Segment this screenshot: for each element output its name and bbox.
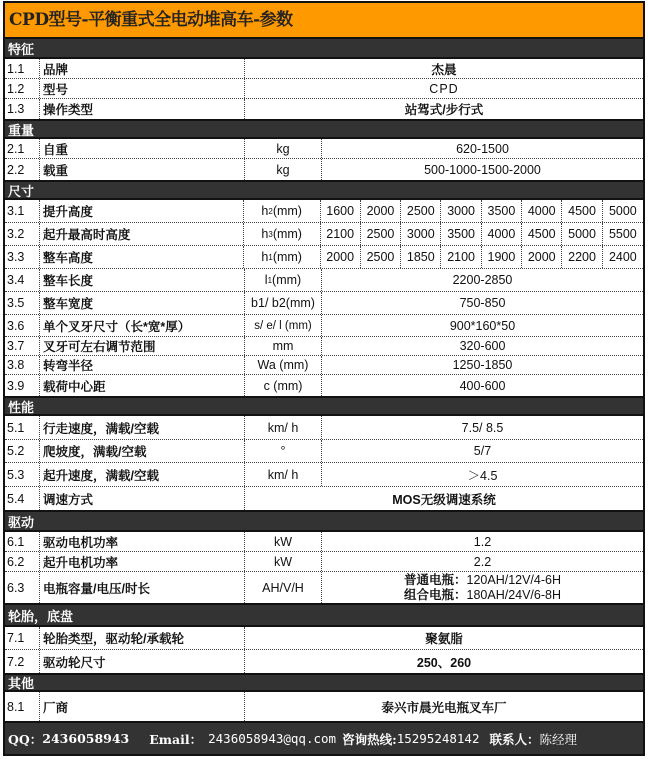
row-value: 900*160*50 xyxy=(449,318,516,333)
row-number: 1.2 xyxy=(5,79,40,98)
row-number: 2.2 xyxy=(5,159,40,180)
row-value: MOS无级调速系统 xyxy=(392,492,496,507)
row-unit: s/ e/ l (mm) xyxy=(245,315,322,336)
hotline-label: 咨询热线: xyxy=(342,731,397,747)
row-label: 品牌 xyxy=(40,59,245,78)
row-label: 起升速度，满载/空载 xyxy=(40,463,245,486)
table-row xyxy=(5,223,643,246)
row-value: 5/7 xyxy=(473,444,492,458)
table-row xyxy=(5,487,643,510)
row-number: 1.1 xyxy=(5,59,40,78)
spec-sheet xyxy=(3,1,645,756)
row-label: 调速方式 xyxy=(40,487,245,510)
row-value: 320-600 xyxy=(459,339,506,353)
row-value: 5000 xyxy=(608,204,637,218)
row-label: 型号 xyxy=(40,79,245,98)
row-number: 5.1 xyxy=(5,416,40,439)
table-row xyxy=(5,337,643,356)
row-value: 2100 xyxy=(321,223,361,245)
row-value: 聚氨脂 xyxy=(425,632,463,646)
row-unit: kg xyxy=(245,159,322,180)
row-unit: h 3 (mm) xyxy=(244,223,321,245)
page-title: CPD型号-平衡重式全电动堆高车-参数 xyxy=(5,3,643,39)
row-value: 杰晨 xyxy=(431,62,457,77)
row-unit: kg xyxy=(245,139,322,158)
table-row xyxy=(5,463,643,487)
table-row xyxy=(5,59,643,79)
row-value: 2100 xyxy=(441,246,481,268)
row-number: 5.3 xyxy=(5,463,40,486)
row-number: 3.1 xyxy=(5,200,40,222)
row-label: 操作类型 xyxy=(40,99,245,119)
table-row xyxy=(5,416,643,440)
table-row xyxy=(5,315,643,337)
section-header-other: 其他 xyxy=(5,673,643,692)
row-value: 750-850 xyxy=(459,296,506,310)
row-value: 站驾式/步行式 xyxy=(404,103,484,117)
row-value: 2000 xyxy=(361,200,401,222)
row-label: 叉牙可左右调节范围 xyxy=(40,337,245,355)
row-value: 5000 xyxy=(562,223,602,245)
row-unit: h 2 (mm) xyxy=(244,200,321,222)
row-number: 5.4 xyxy=(5,487,40,510)
row-number: 6.3 xyxy=(5,572,40,603)
row-label: 提升高度 xyxy=(40,200,244,222)
row-value: 4500 xyxy=(562,200,602,222)
row-value: 7.5/ 8.5 xyxy=(461,420,504,435)
table-row xyxy=(5,572,643,603)
table-row xyxy=(5,246,643,269)
table-row xyxy=(5,532,643,552)
row-value: 2.2 xyxy=(473,554,492,569)
row-label: 整车高度 xyxy=(40,246,244,268)
contact-label: 联系人： xyxy=(489,731,540,747)
hotline-value: 15295248142 xyxy=(396,731,480,746)
row-label: 整车宽度 xyxy=(40,292,245,314)
row-value: 3000 xyxy=(401,223,441,245)
row-value: 2400 xyxy=(608,250,637,264)
row-value: 2000 xyxy=(522,246,562,268)
table-row xyxy=(5,356,643,375)
row-value: 1850 xyxy=(401,246,441,268)
row-unit: l 1 (mm) xyxy=(245,269,322,291)
email-value[interactable]: 2436058943@qq.com xyxy=(208,731,337,746)
row-unit: kW xyxy=(245,552,322,571)
table-row xyxy=(5,269,643,292)
row-value: 250、260 xyxy=(416,655,472,670)
row-value: 3500 xyxy=(441,223,481,245)
row-number: 3.5 xyxy=(5,292,40,314)
qq-label: QQ： xyxy=(8,731,43,747)
row-value: 泰兴市晨光电瓶叉车厂 xyxy=(381,700,507,715)
row-value: 2500 xyxy=(361,223,401,245)
row-label: 驱动轮尺寸 xyxy=(40,650,245,673)
table-row xyxy=(5,440,643,463)
row-label: 轮胎类型，驱动轮/承载轮 xyxy=(40,627,245,649)
table-row xyxy=(5,650,643,673)
row-unit: AH/V/H xyxy=(245,572,322,603)
row-number: 3.7 xyxy=(5,337,40,355)
row-unit: h 1 (mm) xyxy=(244,246,321,268)
row-label: 转弯半径 xyxy=(40,356,245,374)
row-value: 1.2 xyxy=(473,534,492,549)
row-number: 7.1 xyxy=(5,627,40,649)
row-value: ＞4.5 xyxy=(467,468,498,483)
row-number: 3.9 xyxy=(5,375,40,396)
row-value: 4000 xyxy=(482,223,522,245)
row-number: 2.1 xyxy=(5,139,40,158)
contact-footer xyxy=(5,721,643,754)
row-label: 整车长度 xyxy=(40,269,245,291)
row-value: 2200-2850 xyxy=(452,273,513,287)
row-unit: km/ h xyxy=(245,416,322,439)
table-row xyxy=(5,200,643,223)
row-unit: km/ h xyxy=(245,463,322,486)
row-value: 2500 xyxy=(361,246,401,268)
row-value: 5500 xyxy=(608,227,637,241)
row-number: 3.2 xyxy=(5,223,40,245)
row-unit: mm xyxy=(245,337,322,355)
table-row xyxy=(5,79,643,99)
table-row xyxy=(5,552,643,572)
row-value: 620-1500 xyxy=(456,141,509,156)
table-row xyxy=(5,692,643,721)
row-label: 单个叉牙尺寸（长*宽*厚） xyxy=(40,315,245,336)
row-label: 行走速度，满载/空载 xyxy=(40,416,245,439)
section-header-tires: 轮胎，底盘 xyxy=(5,603,643,627)
row-unit: Wa (mm) xyxy=(245,356,322,374)
row-unit: ° xyxy=(245,440,322,462)
section-header-weight: 重量 xyxy=(5,119,643,139)
row-value: 2000 xyxy=(321,246,361,268)
row-label: 电瓶容量/电压/时长 xyxy=(40,572,245,603)
section-header-features: 特征 xyxy=(5,39,643,59)
row-value: 2500 xyxy=(401,200,441,222)
row-unit: b1/ b2(mm) xyxy=(245,292,322,314)
row-number: 6.1 xyxy=(5,532,40,551)
battery-options xyxy=(322,572,643,603)
row-value: 1900 xyxy=(482,246,522,268)
row-label: 起升电机功率 xyxy=(40,552,245,571)
row-number: 3.6 xyxy=(5,315,40,336)
contact-value: 陈经理 xyxy=(539,731,578,747)
table-row xyxy=(5,627,643,650)
battery-option-combined: 组合电瓶：180AH/24V/6-8H xyxy=(403,587,562,602)
row-value: CPD xyxy=(429,81,459,96)
row-label: 驱动电机功率 xyxy=(40,532,245,551)
section-header-performance: 性能 xyxy=(5,396,643,416)
row-value: 500-1000-1500-2000 xyxy=(424,162,541,177)
row-label: 起升最高时高度 xyxy=(40,223,244,245)
row-number: 5.2 xyxy=(5,440,40,462)
row-number: 1.3 xyxy=(5,99,40,119)
row-number: 8.1 xyxy=(5,692,40,721)
table-row xyxy=(5,159,643,180)
row-unit: kW xyxy=(245,532,322,551)
table-row xyxy=(5,292,643,315)
row-number: 3.4 xyxy=(5,269,40,291)
row-label: 爬坡度，满载/空载 xyxy=(40,440,245,462)
row-number: 3.8 xyxy=(5,356,40,374)
section-header-dimensions: 尺寸 xyxy=(5,180,643,200)
row-number: 7.2 xyxy=(5,650,40,673)
battery-option-standard: 普通电瓶：120AH/12V/4-6H xyxy=(403,572,562,587)
row-value: 3000 xyxy=(441,200,481,222)
row-label: 载荷中心距 xyxy=(40,375,245,396)
section-header-drive: 驱动 xyxy=(5,510,643,532)
row-label: 载重 xyxy=(40,159,245,180)
email-label: Email： xyxy=(149,731,203,747)
table-row xyxy=(5,99,643,119)
table-row xyxy=(5,375,643,396)
row-value: 4500 xyxy=(522,223,562,245)
row-label: 厂商 xyxy=(40,692,245,721)
table-row xyxy=(5,139,643,159)
row-number: 3.3 xyxy=(5,246,40,268)
row-value: 2200 xyxy=(562,246,602,268)
qq-value: 2436058943 xyxy=(42,731,130,746)
row-label: 自重 xyxy=(40,139,245,158)
row-value: 1600 xyxy=(321,200,361,222)
row-value: 3500 xyxy=(482,200,522,222)
row-value: 1250-1850 xyxy=(452,358,513,372)
row-value: 400-600 xyxy=(459,378,506,393)
row-value: 4000 xyxy=(522,200,562,222)
row-number: 6.2 xyxy=(5,552,40,571)
row-unit: c (mm) xyxy=(245,375,322,396)
